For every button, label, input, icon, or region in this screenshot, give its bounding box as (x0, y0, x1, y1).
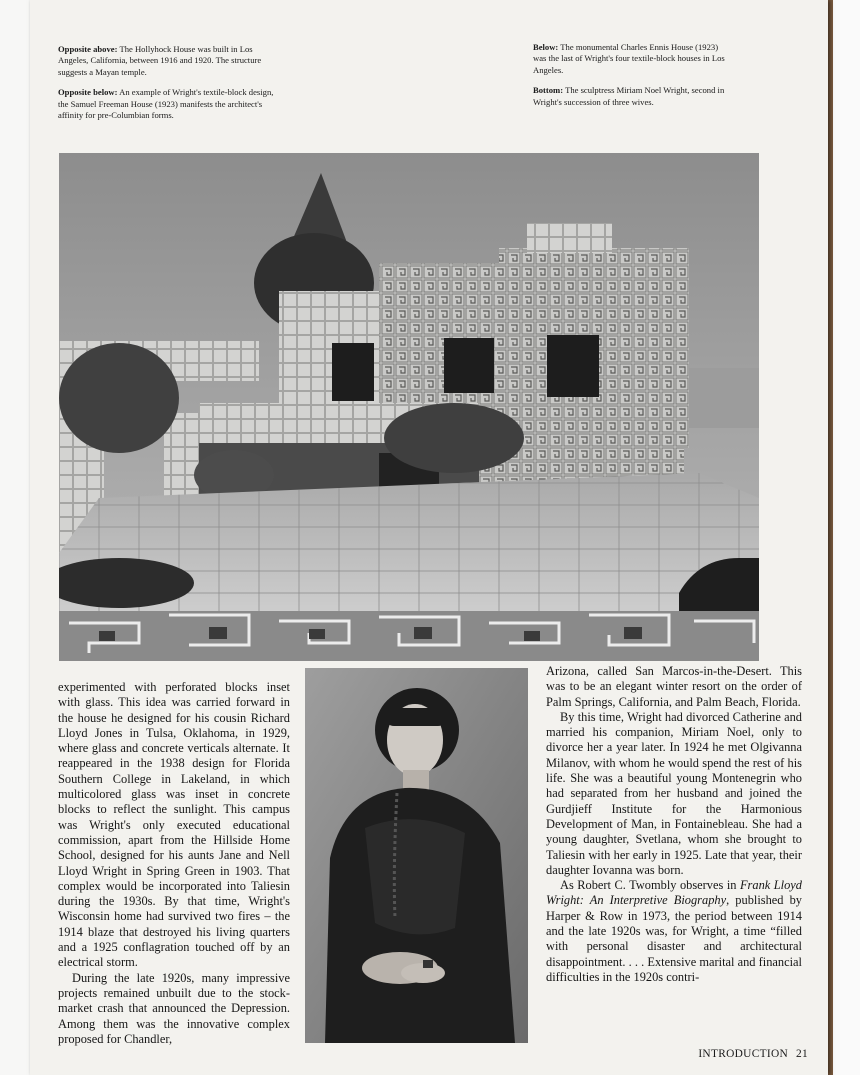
ennis-house-photo (59, 153, 759, 661)
body-column-left (58, 680, 290, 1047)
page-number: 21 (796, 1048, 808, 1060)
running-section-title: INTRODUCTION (698, 1048, 788, 1060)
paragraph: During the late 1920s, many impressive projects remained unbuilt due to the stock-market crash that announced the Depression. Among them was the innovative complex proposed for Chandler, (58, 970, 290, 1046)
paragraph: As Robert C. Twombly observes in Frank Lloyd Wright: An Interpretive Biography, published by Harper & Row in 1973, the period between 1914 and the late 1920s was, for Wright, a time “filled with personal disaster and architectural disappointment. . . . Extensive marital and financial difficulties in the 1920s contri- (546, 878, 802, 984)
caption-opposite-below: Opposite below: An example of Wright's textile-block design, the Samuel Freeman House (1923) manifests the architect's affinity for pre-Columbian forms. (58, 87, 274, 121)
caption-bottom: Bottom: The sculptress Miriam Noel Wright, second in Wright's succession of three wives. (533, 85, 725, 107)
page-footer (668, 1048, 808, 1060)
paragraph: Arizona, called San Marcos-in-the-Desert. This was to be an elegant winter resort on the order of Palm Springs, California, and Palm Beach, Florida. (546, 664, 802, 709)
page-edge-left (0, 0, 30, 1075)
book-title: Frank Lloyd Wright: An Interpretive Biography (546, 878, 802, 908)
paragraph: experimented with perforated blocks inset with glass. This idea was carried forward in the house he designed for his cousin Richard Lloyd Jones in Tulsa, Oklahoma, in 1929, where glass and concrete verticals alternate. It reappeared in the 1938 design for Florida Southern College in Lakeland, in which multicolored glass was inset in concrete blocks to reflect the sunlight. This campus was Wright's only executed educational commission, apart from the Hillside Home School, designed for his aunts Jane and Nell Lloyd Wright in Spring Green in 1903. That complex would be incorporated into Taliesin during the 1930s. By that time, Wright's Wisconsin home had survived two fires – the 1914 blaze that destroyed his living quarters and a 1925 conflagration touched off by an electrical storm. (58, 680, 290, 970)
caption-left (58, 44, 280, 130)
caption-below: Below: The monumental Charles Ennis House (1923) was the last of Wright's four textile-block houses in Los Angeles. (533, 42, 725, 75)
caption-opposite-above: Opposite above: The Hollyhock House was built in Los Angeles, California, between 1916 and 1920. The structure suggests a Mayan temple. (58, 44, 262, 77)
body-column-right (546, 664, 802, 985)
page-edge-right (828, 0, 860, 1075)
paragraph: By this time, Wright had divorced Catherine and married his companion, Miriam Noel, only to divorce her a year later. In 1924 he met Olgivanna Milanov, with whom he would spend the rest of his life. She was a beautiful young Montenegrin who had separated from her husband and joined the Gurdjieff Institute for the Harmonious Development of Man, in Fontainebleau. She had a young daughter, Svetlana, whom she brought to Taliesin with her early in 1925. Late that year, their daughter Iovanna was born. (546, 709, 802, 877)
miriam-noel-portrait (305, 668, 528, 1043)
caption-right (533, 42, 729, 117)
